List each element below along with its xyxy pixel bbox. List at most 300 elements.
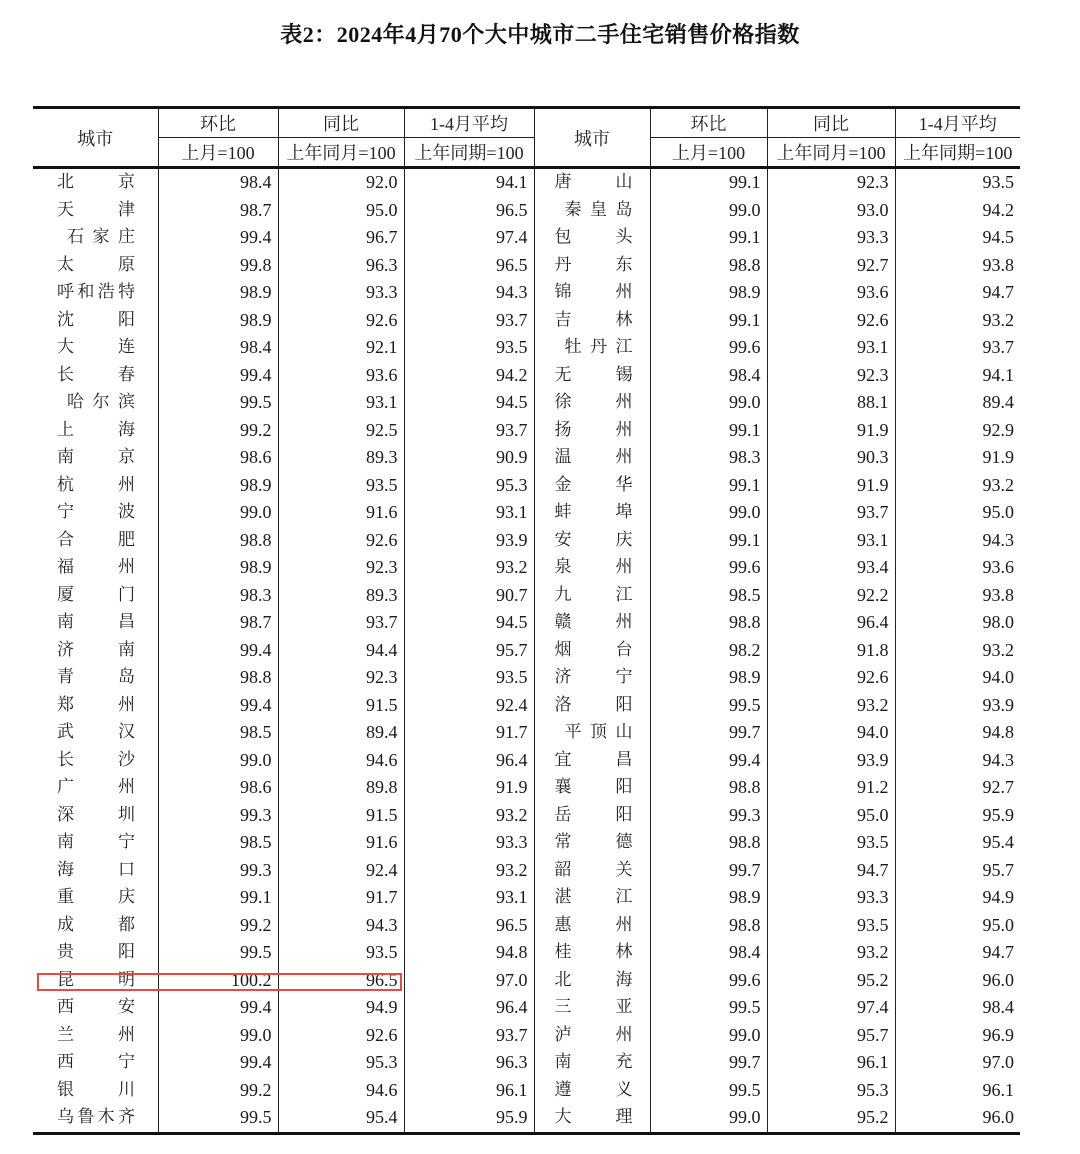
city-cell-left (33, 719, 158, 747)
mom-cell-left: 98.4 (158, 168, 278, 197)
header-yoy-left: 同比 (278, 108, 404, 138)
yoy-cell-right: 91.9 (767, 417, 895, 445)
mom-cell-left: 99.1 (158, 884, 278, 912)
city-name: 哈尔滨 (67, 392, 135, 412)
city-cell-right (534, 389, 650, 417)
city-name: 九江 (554, 584, 633, 605)
table-header (33, 108, 1020, 168)
city-cell-left (33, 884, 158, 912)
city-cell-left (33, 444, 158, 472)
avg-cell-right: 89.4 (895, 389, 1020, 417)
yoy-cell-left: 93.6 (278, 362, 404, 390)
city-name: 秦皇岛 (564, 199, 633, 220)
city-name: 包头 (554, 227, 633, 247)
mom-cell-right: 98.2 (650, 637, 767, 665)
yoy-cell-left: 93.5 (278, 939, 404, 967)
city-cell-right (534, 967, 650, 995)
table-row (33, 994, 1020, 1022)
avg-cell-right: 94.3 (895, 747, 1020, 775)
city-cell-left (33, 389, 158, 417)
city-cell-right (534, 197, 650, 225)
mom-cell-right: 98.9 (650, 279, 767, 307)
table-title: 表2：2024年4月70个大中城市二手住宅销售价格指数 (280, 22, 800, 47)
avg-cell-left: 93.9 (404, 527, 534, 555)
yoy-cell-right: 92.7 (767, 252, 895, 280)
city-cell-left (33, 417, 158, 445)
yoy-cell-left: 91.5 (278, 692, 404, 720)
mom-cell-left: 99.2 (158, 417, 278, 445)
city-name: 南京 (57, 447, 135, 467)
avg-cell-left: 93.2 (404, 802, 534, 830)
avg-cell-right: 94.8 (895, 719, 1020, 747)
mom-cell-left: 98.8 (158, 664, 278, 692)
city-cell-left (33, 279, 158, 307)
mom-cell-left: 98.8 (158, 527, 278, 555)
city-name: 济宁 (554, 667, 633, 687)
city-cell-left (33, 1049, 158, 1077)
avg-cell-right: 95.4 (895, 829, 1020, 857)
city-name: 常德 (554, 832, 633, 852)
mom-cell-left: 99.0 (158, 1022, 278, 1050)
avg-cell-left: 93.7 (404, 307, 534, 335)
mom-cell-right: 99.0 (650, 197, 767, 225)
avg-cell-left: 96.3 (404, 1049, 534, 1077)
city-cell-left (33, 527, 158, 555)
yoy-cell-left: 92.3 (278, 554, 404, 582)
yoy-cell-left: 94.6 (278, 747, 404, 775)
city-name: 重庆 (57, 887, 135, 907)
avg-cell-right: 96.9 (895, 1022, 1020, 1050)
mom-cell-left: 98.5 (158, 829, 278, 857)
table-row (33, 362, 1020, 390)
city-cell-right (534, 554, 650, 582)
yoy-cell-left: 96.7 (278, 224, 404, 252)
city-name: 锦州 (554, 282, 633, 302)
avg-cell-right: 98.4 (895, 994, 1020, 1022)
city-name: 厦门 (57, 584, 135, 605)
city-cell-right (534, 362, 650, 390)
mom-cell-left: 99.8 (158, 252, 278, 280)
mom-cell-right: 98.9 (650, 884, 767, 912)
city-name: 深圳 (57, 804, 135, 825)
avg-cell-left: 93.3 (404, 829, 534, 857)
city-cell-left (33, 252, 158, 280)
city-name: 无锡 (554, 364, 633, 385)
yoy-cell-left: 96.5 (278, 967, 404, 995)
mom-cell-right: 98.9 (650, 664, 767, 692)
city-cell-right (534, 692, 650, 720)
mom-cell-right: 98.8 (650, 252, 767, 280)
yoy-cell-left: 92.3 (278, 664, 404, 692)
city-cell-left (33, 637, 158, 665)
city-cell-left (33, 554, 158, 582)
yoy-cell-right: 93.5 (767, 829, 895, 857)
yoy-cell-left: 89.8 (278, 774, 404, 802)
yoy-cell-right: 93.9 (767, 747, 895, 775)
city-cell-left (33, 334, 158, 362)
mom-cell-right: 98.8 (650, 609, 767, 637)
city-cell-right (534, 1022, 650, 1050)
city-name: 合肥 (57, 529, 135, 550)
city-cell-left (33, 307, 158, 335)
city-name: 宜昌 (554, 749, 633, 770)
city-cell-right (534, 307, 650, 335)
table-row (33, 527, 1020, 555)
city-name: 兰州 (57, 1024, 135, 1045)
city-cell-right (534, 1049, 650, 1077)
yoy-cell-right: 97.4 (767, 994, 895, 1022)
mom-cell-right: 99.6 (650, 554, 767, 582)
yoy-cell-left: 92.6 (278, 307, 404, 335)
city-name: 遵义 (554, 1079, 633, 1100)
avg-cell-left: 97.4 (404, 224, 534, 252)
city-name: 北京 (57, 172, 135, 192)
yoy-cell-left: 93.1 (278, 389, 404, 417)
city-name: 平顶山 (564, 722, 633, 742)
city-name: 泉州 (554, 557, 633, 577)
city-name: 徐州 (554, 392, 633, 412)
avg-cell-left: 93.7 (404, 417, 534, 445)
city-name: 石家庄 (67, 227, 135, 247)
city-name: 北海 (554, 969, 633, 990)
yoy-cell-right: 92.2 (767, 582, 895, 610)
mom-cell-right: 99.0 (650, 1022, 767, 1050)
avg-cell-left: 93.1 (404, 499, 534, 527)
city-name: 牡丹江 (564, 337, 633, 357)
yoy-cell-right: 91.9 (767, 472, 895, 500)
mom-cell-left: 99.5 (158, 939, 278, 967)
yoy-cell-left: 89.4 (278, 719, 404, 747)
mom-cell-left: 100.2 (158, 967, 278, 995)
table-row (33, 472, 1020, 500)
avg-cell-right: 93.5 (895, 168, 1020, 197)
avg-cell-right: 93.2 (895, 472, 1020, 500)
table-row (33, 912, 1020, 940)
avg-cell-right: 94.7 (895, 279, 1020, 307)
avg-cell-right: 96.1 (895, 1077, 1020, 1105)
city-name: 贵阳 (57, 942, 135, 962)
table-row (33, 197, 1020, 225)
city-cell-left (33, 499, 158, 527)
yoy-cell-left: 95.0 (278, 197, 404, 225)
avg-cell-left: 95.9 (404, 1104, 534, 1133)
city-name: 郑州 (57, 694, 135, 715)
avg-cell-left: 93.2 (404, 857, 534, 885)
table-row (33, 1022, 1020, 1050)
avg-cell-left: 91.7 (404, 719, 534, 747)
table-row (33, 802, 1020, 830)
city-name: 济南 (57, 639, 135, 660)
city-cell-right (534, 582, 650, 610)
avg-cell-right: 94.0 (895, 664, 1020, 692)
yoy-cell-left: 91.6 (278, 829, 404, 857)
city-name: 南宁 (57, 832, 135, 852)
table-row (33, 719, 1020, 747)
mom-cell-left: 99.4 (158, 224, 278, 252)
avg-cell-left: 94.3 (404, 279, 534, 307)
city-name: 广州 (57, 777, 135, 797)
avg-cell-left: 94.1 (404, 168, 534, 197)
city-cell-left (33, 774, 158, 802)
yoy-cell-left: 91.5 (278, 802, 404, 830)
city-cell-left (33, 994, 158, 1022)
table-row (33, 1049, 1020, 1077)
mom-cell-right: 99.4 (650, 747, 767, 775)
table-row (33, 334, 1020, 362)
table-row (33, 692, 1020, 720)
header-avg-right: 1-4月平均 (895, 108, 1020, 138)
yoy-cell-right: 95.7 (767, 1022, 895, 1050)
yoy-cell-right: 92.6 (767, 307, 895, 335)
header-mom-right: 环比 (650, 108, 767, 138)
yoy-cell-right: 91.8 (767, 637, 895, 665)
avg-cell-left: 96.5 (404, 197, 534, 225)
mom-cell-left: 98.9 (158, 307, 278, 335)
yoy-cell-left: 92.6 (278, 1022, 404, 1050)
table-row (33, 417, 1020, 445)
mom-cell-right: 98.4 (650, 362, 767, 390)
table-row (33, 774, 1020, 802)
mom-cell-right: 98.8 (650, 829, 767, 857)
city-cell-left (33, 197, 158, 225)
city-name: 西安 (57, 997, 135, 1017)
avg-cell-right: 92.9 (895, 417, 1020, 445)
city-name: 沈阳 (57, 309, 135, 330)
mom-cell-left: 99.4 (158, 1049, 278, 1077)
yoy-cell-left: 92.0 (278, 168, 404, 197)
avg-cell-right: 95.9 (895, 802, 1020, 830)
city-cell-right (534, 747, 650, 775)
table-row (33, 279, 1020, 307)
city-cell-left (33, 664, 158, 692)
yoy-cell-right: 93.1 (767, 527, 895, 555)
city-cell-right (534, 609, 650, 637)
city-cell-right (534, 444, 650, 472)
city-cell-right (534, 802, 650, 830)
avg-cell-left: 95.3 (404, 472, 534, 500)
avg-cell-right: 94.3 (895, 527, 1020, 555)
city-name: 桂林 (554, 942, 633, 962)
avg-cell-left: 95.7 (404, 637, 534, 665)
table-row (33, 609, 1020, 637)
avg-cell-left: 93.1 (404, 884, 534, 912)
yoy-cell-right: 88.1 (767, 389, 895, 417)
city-cell-right (534, 829, 650, 857)
table-row (33, 252, 1020, 280)
avg-cell-right: 94.7 (895, 939, 1020, 967)
table-body (33, 168, 1020, 1134)
yoy-cell-right: 92.3 (767, 362, 895, 390)
yoy-cell-right: 93.2 (767, 692, 895, 720)
city-name: 上海 (57, 419, 135, 440)
city-cell-left (33, 912, 158, 940)
header-yoy-right: 同比 (767, 108, 895, 138)
mom-cell-right: 99.6 (650, 967, 767, 995)
mom-cell-right: 99.1 (650, 417, 767, 445)
yoy-cell-left: 92.6 (278, 527, 404, 555)
yoy-cell-left: 93.3 (278, 279, 404, 307)
city-cell-left (33, 362, 158, 390)
city-cell-left (33, 609, 158, 637)
city-cell-right (534, 994, 650, 1022)
avg-cell-left: 90.7 (404, 582, 534, 610)
yoy-cell-right: 90.3 (767, 444, 895, 472)
yoy-cell-left: 92.1 (278, 334, 404, 362)
avg-cell-left: 94.8 (404, 939, 534, 967)
mom-cell-right: 99.5 (650, 692, 767, 720)
header-yoy-base-left: 上年同月=100 (278, 138, 404, 168)
mom-cell-right: 99.5 (650, 994, 767, 1022)
table-row (33, 939, 1020, 967)
mom-cell-left: 98.3 (158, 582, 278, 610)
table-row (33, 389, 1020, 417)
city-cell-right (534, 472, 650, 500)
mom-cell-left: 99.3 (158, 857, 278, 885)
yoy-cell-left: 93.7 (278, 609, 404, 637)
city-name: 赣州 (554, 612, 633, 632)
avg-cell-right: 93.2 (895, 307, 1020, 335)
header-city-right: 城市 (534, 108, 650, 168)
city-name: 西宁 (57, 1052, 135, 1072)
table-row (33, 664, 1020, 692)
avg-cell-left: 96.4 (404, 747, 534, 775)
avg-cell-left: 93.5 (404, 334, 534, 362)
city-cell-right (534, 168, 650, 197)
yoy-cell-right: 96.1 (767, 1049, 895, 1077)
city-cell-left (33, 939, 158, 967)
mom-cell-right: 99.7 (650, 719, 767, 747)
price-index-table (33, 106, 1020, 1135)
city-name: 福州 (57, 557, 135, 577)
yoy-cell-right: 93.1 (767, 334, 895, 362)
yoy-cell-right: 93.0 (767, 197, 895, 225)
avg-cell-left: 97.0 (404, 967, 534, 995)
city-name: 金华 (554, 474, 633, 495)
avg-cell-left: 94.5 (404, 609, 534, 637)
avg-cell-left: 94.5 (404, 389, 534, 417)
city-cell-left (33, 1077, 158, 1105)
mom-cell-left: 98.6 (158, 444, 278, 472)
city-name: 安庆 (554, 529, 633, 550)
table-row (33, 582, 1020, 610)
mom-cell-right: 99.7 (650, 1049, 767, 1077)
table-row (33, 884, 1020, 912)
city-name: 昆明 (57, 969, 135, 990)
mom-cell-left: 99.4 (158, 994, 278, 1022)
mom-cell-left: 98.4 (158, 334, 278, 362)
city-name: 襄阳 (554, 777, 633, 797)
city-cell-right (534, 252, 650, 280)
mom-cell-left: 98.6 (158, 774, 278, 802)
city-name: 唐山 (554, 172, 633, 192)
city-cell-right (534, 224, 650, 252)
city-cell-left (33, 168, 158, 197)
avg-cell-left: 94.2 (404, 362, 534, 390)
city-name: 岳阳 (554, 804, 633, 825)
yoy-cell-right: 93.3 (767, 884, 895, 912)
avg-cell-right: 97.0 (895, 1049, 1020, 1077)
avg-cell-right: 93.9 (895, 692, 1020, 720)
yoy-cell-left: 94.6 (278, 1077, 404, 1105)
avg-cell-right: 95.0 (895, 912, 1020, 940)
city-cell-right (534, 1077, 650, 1105)
header-yoy-base-right: 上年同月=100 (767, 138, 895, 168)
table-row (33, 307, 1020, 335)
table-row (33, 829, 1020, 857)
city-cell-left (33, 224, 158, 252)
yoy-cell-right: 92.6 (767, 664, 895, 692)
mom-cell-right: 98.8 (650, 912, 767, 940)
city-cell-right (534, 774, 650, 802)
avg-cell-left: 93.7 (404, 1022, 534, 1050)
yoy-cell-left: 92.5 (278, 417, 404, 445)
city-cell-right (534, 334, 650, 362)
mom-cell-left: 98.9 (158, 472, 278, 500)
yoy-cell-right: 93.7 (767, 499, 895, 527)
mom-cell-left: 98.9 (158, 554, 278, 582)
city-name: 扬州 (554, 419, 633, 440)
yoy-cell-right: 93.6 (767, 279, 895, 307)
yoy-cell-right: 93.3 (767, 224, 895, 252)
city-cell-left (33, 747, 158, 775)
mom-cell-right: 99.1 (650, 168, 767, 197)
city-name: 武汉 (57, 722, 135, 742)
yoy-cell-left: 93.5 (278, 472, 404, 500)
yoy-cell-left: 95.4 (278, 1104, 404, 1133)
city-name: 三亚 (554, 997, 633, 1017)
mom-cell-left: 99.5 (158, 389, 278, 417)
city-name: 惠州 (554, 914, 633, 935)
city-name: 丹东 (554, 254, 633, 275)
mom-cell-right: 98.8 (650, 774, 767, 802)
header-city-left: 城市 (33, 108, 158, 168)
avg-cell-right: 94.1 (895, 362, 1020, 390)
mom-cell-right: 99.1 (650, 307, 767, 335)
table-row (33, 637, 1020, 665)
yoy-cell-right: 94.7 (767, 857, 895, 885)
city-cell-left (33, 857, 158, 885)
header-mom-base-left: 上月=100 (158, 138, 278, 168)
city-cell-left (33, 472, 158, 500)
yoy-cell-left: 96.3 (278, 252, 404, 280)
avg-cell-right: 93.7 (895, 334, 1020, 362)
city-name: 银川 (57, 1079, 135, 1100)
avg-cell-right: 96.0 (895, 967, 1020, 995)
avg-cell-right: 98.0 (895, 609, 1020, 637)
mom-cell-left: 99.2 (158, 912, 278, 940)
table-row (33, 168, 1020, 197)
yoy-cell-right: 96.4 (767, 609, 895, 637)
yoy-cell-right: 92.3 (767, 168, 895, 197)
yoy-cell-right: 91.2 (767, 774, 895, 802)
avg-cell-left: 92.4 (404, 692, 534, 720)
city-cell-right (534, 912, 650, 940)
mom-cell-right: 99.6 (650, 334, 767, 362)
city-name: 大理 (554, 1107, 633, 1127)
city-cell-left (33, 1104, 158, 1133)
city-name: 杭州 (57, 474, 135, 495)
avg-cell-right: 94.9 (895, 884, 1020, 912)
city-name: 乌鲁木齐 (57, 1107, 135, 1127)
city-name: 成都 (57, 914, 135, 935)
mom-cell-right: 98.3 (650, 444, 767, 472)
avg-cell-right: 93.2 (895, 637, 1020, 665)
city-name: 烟台 (554, 639, 633, 660)
city-name: 太原 (57, 254, 135, 275)
mom-cell-left: 98.7 (158, 609, 278, 637)
table-row (33, 747, 1020, 775)
avg-cell-left: 90.9 (404, 444, 534, 472)
